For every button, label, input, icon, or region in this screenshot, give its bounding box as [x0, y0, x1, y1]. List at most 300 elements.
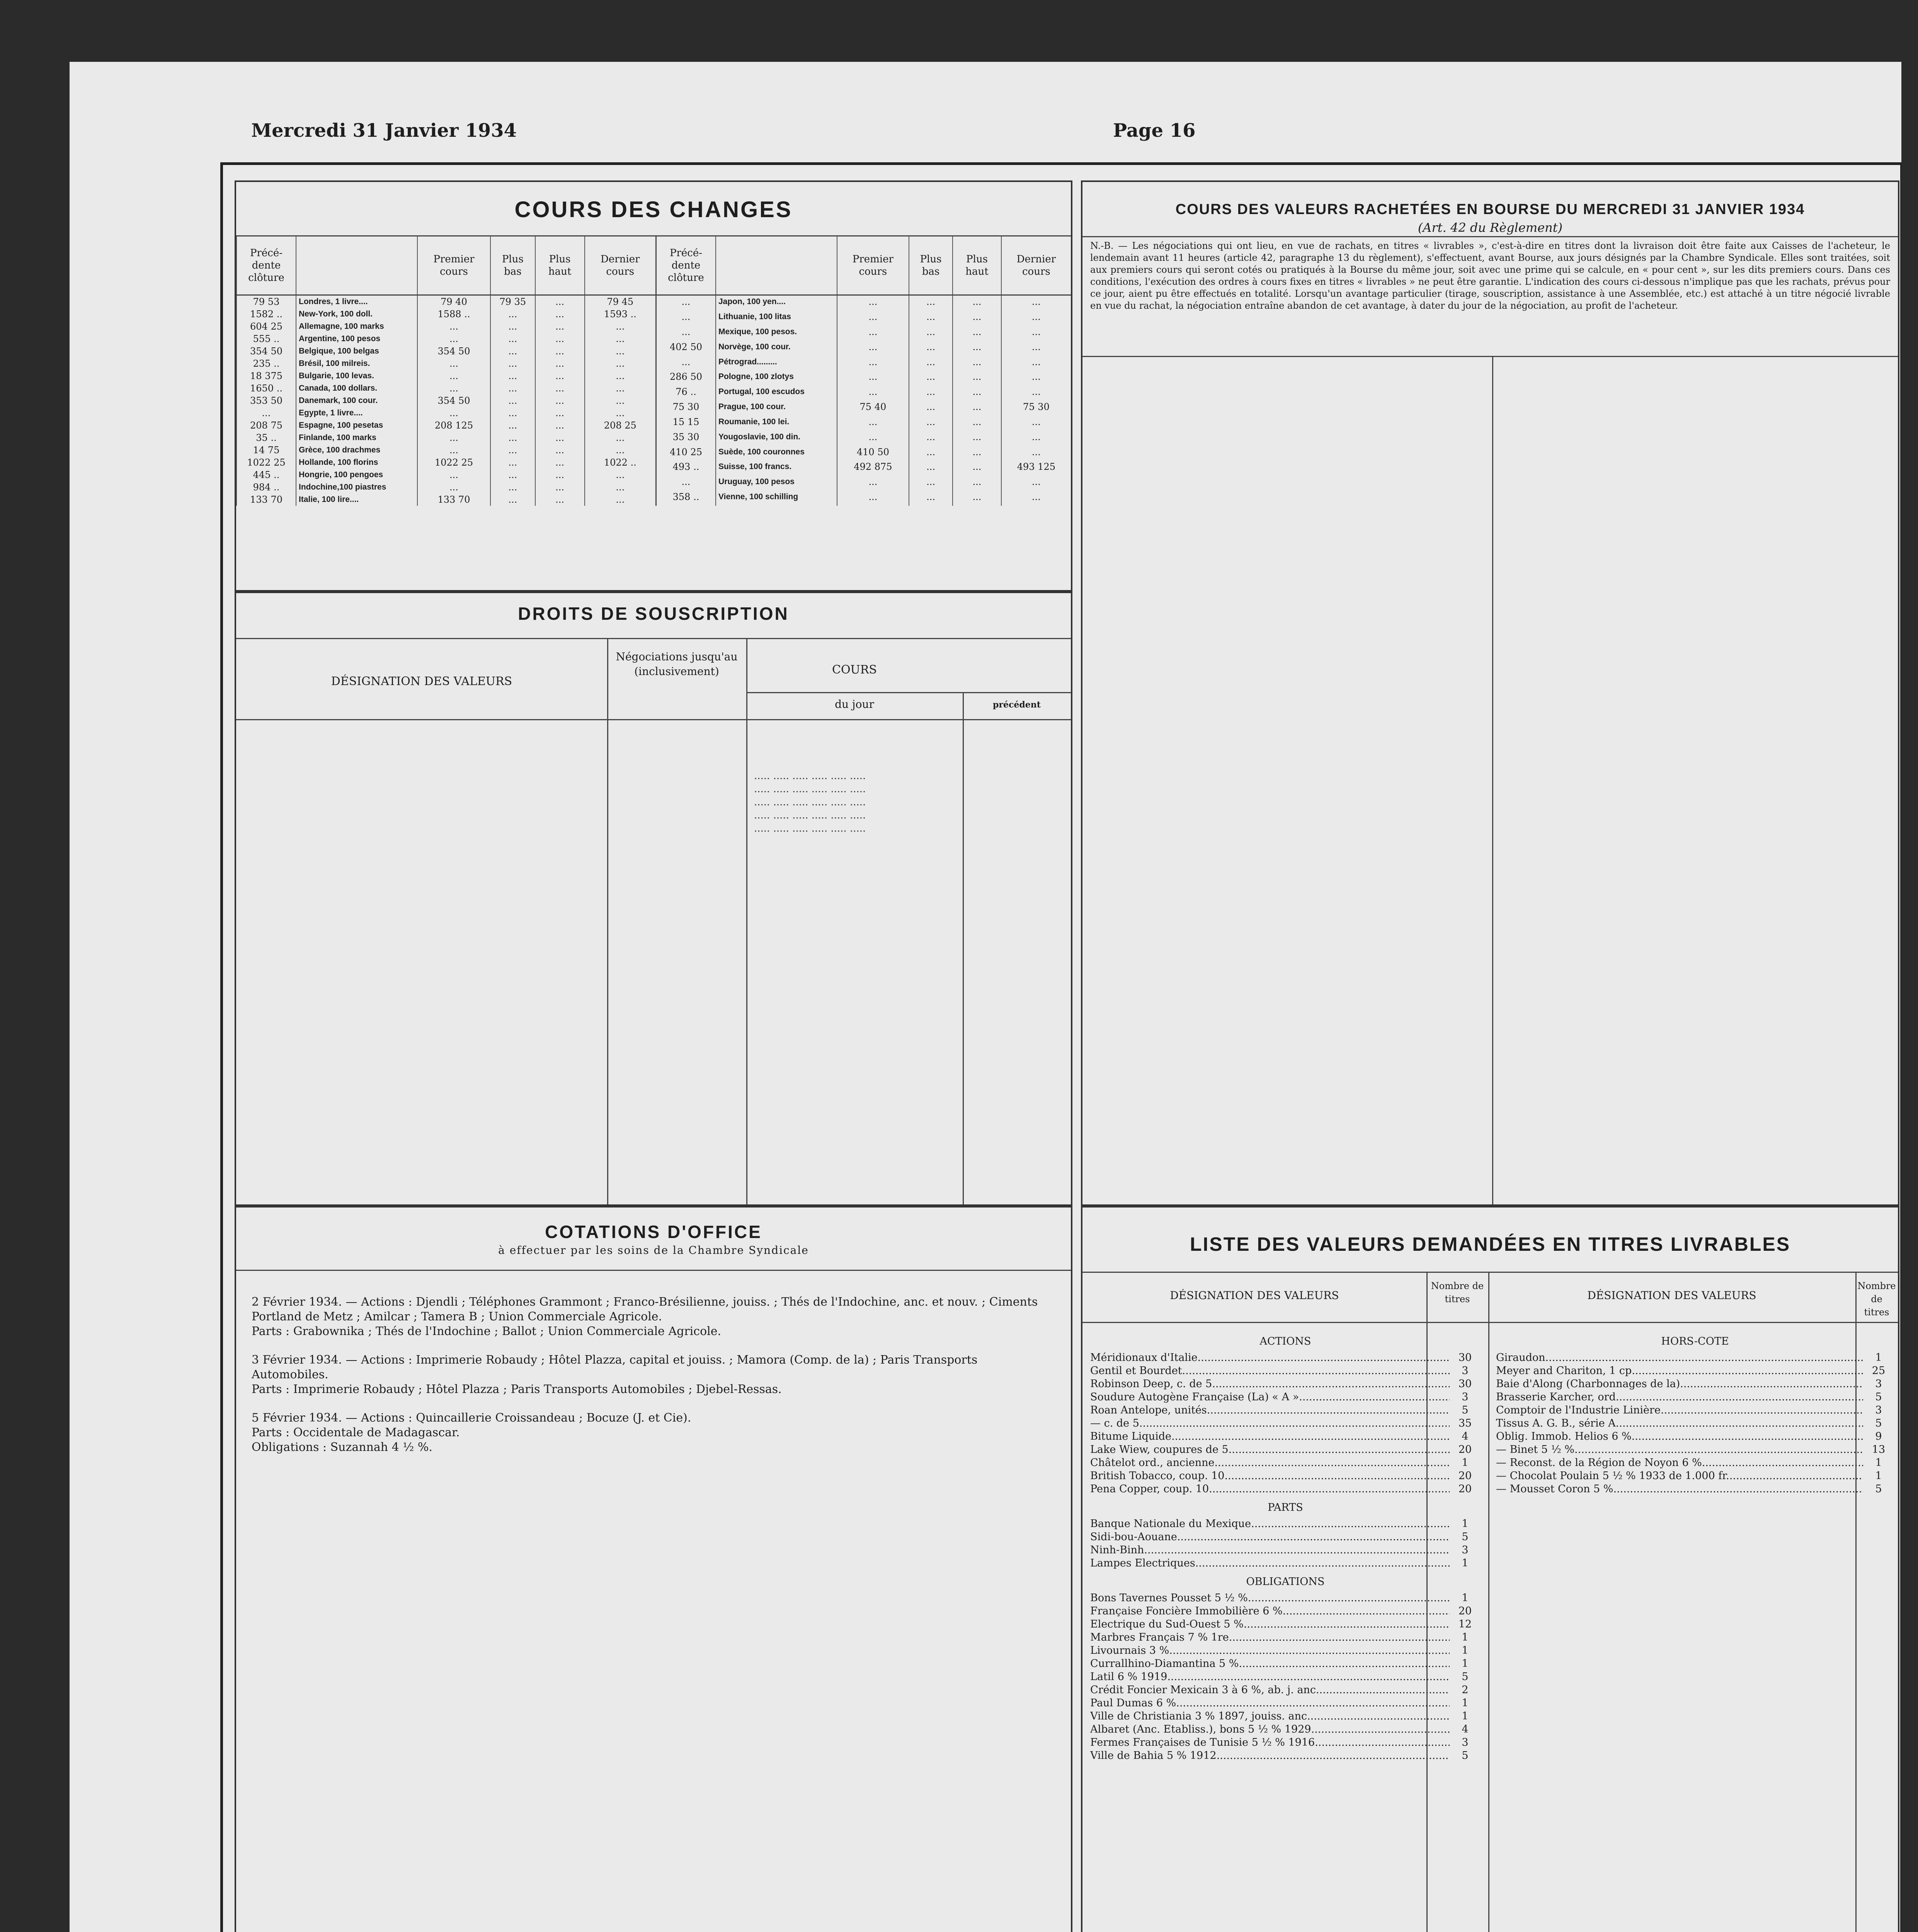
table-row: [237, 444, 655, 456]
cell-currency: Hongrie, 100 pengoes: [296, 469, 417, 481]
item-count: 3: [1875, 1378, 1882, 1390]
item-count: 1: [1462, 1645, 1469, 1656]
list-item: [1090, 1736, 1481, 1749]
list-item: [1496, 1391, 1894, 1404]
cell-high: ...: [953, 326, 1001, 341]
item-count: 9: [1875, 1430, 1882, 1442]
cell-previous-close: ...: [656, 311, 716, 326]
cotation-paragraph: 5 Février 1934. — Actions : Quincaillerie Croissandeau ; Bocuze (J. et Cie).: [252, 1411, 691, 1425]
cell-low: ...: [490, 382, 535, 395]
cell-low: ...: [490, 481, 535, 493]
cell-first: ...: [837, 311, 909, 326]
item-label: Bons Tavernes Pousset 5 ½ %: [1090, 1592, 1248, 1604]
col-low: Plus bas: [909, 236, 953, 295]
list-item: [1090, 1749, 1481, 1762]
leader-dots: [1209, 1483, 1450, 1495]
cell-high: ...: [535, 395, 585, 407]
liste-col-nombre-right: Nombre de titres: [1857, 1281, 1896, 1318]
item-name: [1090, 1443, 1450, 1456]
item-count: 3: [1462, 1365, 1469, 1377]
item-name: [1496, 1364, 1863, 1378]
cell-low: ...: [909, 446, 953, 461]
table-row: [237, 320, 655, 333]
table-row: [656, 356, 1071, 371]
cell-previous-close: 445 ..: [237, 469, 296, 481]
cell-first: 354 50: [417, 345, 490, 357]
item-name: [1090, 1364, 1450, 1378]
table-row: [656, 311, 1071, 326]
list-item: [1496, 1469, 1894, 1483]
cell-first: ...: [837, 326, 909, 341]
liste-col-nombre-left: Nombre de titres: [1431, 1281, 1484, 1304]
liste-right-column: [1496, 1330, 1894, 1496]
cell-last: 1593 ..: [585, 308, 655, 320]
item-label: — c. de 5: [1090, 1417, 1139, 1429]
table-row: [656, 446, 1071, 461]
leader-dots: [1229, 1444, 1450, 1456]
cell-currency: Belgique, 100 belgas: [296, 345, 417, 357]
rachetees-note: N.-B. — Les négociations qui ont lieu, en vue de rachats, en titres « livrables », c'est-à-dire en titres dont la livraison doit être faite aux Caisses de l'acheteur, le lendemain avant 11 heures (article 42, paragraphe 13 du règlement), s'effectuent, avant Bourse, aux jours désignés par la Chambre Syndicale. Elles sont traitées, soit aux premiers cours qui seront cotés ou pratiqués à la Bourse du même jour, soit avec une prime qui se calcule, en « pour cent », sur les dits premiers cours. Dans ces conditions, l'exécution des ordres à cours fixes en titres « livrables » ne peut être garantie. L'indication des cours ci-dessous n'implique pas que les rachats, prévus pour ce jour, aient pu être effectués en totalité. Lorsqu'un avantage particulier (tirage, souscription, assistance à une Assemblée, etc.) est attaché à un titre négocié livrable en vue du rachat, la négociation entraîne abandon de cet avantage, à dater du jour de la négociation, au profit de l'acheteur.: [1090, 240, 1890, 311]
cotations-title: COTATIONS D'OFFICE: [545, 1222, 762, 1242]
cell-currency: Indochine,100 piastres: [296, 481, 417, 493]
list-item: [1090, 1351, 1481, 1364]
cell-last: ...: [585, 395, 655, 407]
item-label: Sidi-bou-Aouane: [1090, 1531, 1177, 1543]
cell-high: ...: [535, 320, 585, 333]
cell-previous-close: ...: [656, 295, 716, 311]
cotation-paragraph: Obligations : Suzannah 4 ½ %.: [252, 1440, 432, 1454]
cell-currency: Japon, 100 yen....: [716, 295, 837, 311]
leader-dots: [1299, 1391, 1450, 1403]
cell-high: ...: [535, 370, 585, 382]
section-label: ACTIONS: [1259, 1335, 1311, 1347]
list-item: [1090, 1430, 1481, 1443]
item-label: Brasserie Karcher, ord.: [1496, 1391, 1619, 1403]
item-label: Lampes Electriques: [1090, 1557, 1195, 1569]
leader-dots: [1229, 1631, 1450, 1643]
cell-last: ...: [1001, 476, 1071, 491]
item-label: Baie d'Along (Charbonnages de la): [1496, 1378, 1680, 1390]
cell-currency: New-York, 100 doll.: [296, 308, 417, 320]
item-name: [1090, 1430, 1450, 1443]
table-row: [237, 493, 655, 506]
cell-last: ...: [1001, 341, 1071, 356]
cell-low: ...: [490, 333, 535, 345]
item-count: 20: [1458, 1470, 1472, 1482]
item-name: [1090, 1670, 1450, 1684]
item-count: 20: [1458, 1605, 1472, 1617]
item-count: 5: [1462, 1531, 1469, 1543]
cell-first: ...: [417, 432, 490, 444]
item-label: Châtelot ord., ancienne: [1090, 1457, 1215, 1469]
leader-dots: [1283, 1605, 1450, 1617]
item-name: [1090, 1605, 1450, 1618]
item-label: Paul Dumas 6 %: [1090, 1697, 1176, 1709]
cell-high: ...: [953, 476, 1001, 491]
col-previous-close: Précé-dente clôture: [656, 236, 716, 295]
cell-currency: Uruguay, 100 pesos: [716, 476, 837, 491]
table-row: [237, 308, 655, 320]
col-first: Premier cours: [417, 236, 490, 295]
section-label: PARTS: [1268, 1502, 1303, 1514]
cell-first: ...: [417, 357, 490, 370]
cell-last: ...: [1001, 491, 1071, 506]
cell-currency: Prague, 100 cour.: [716, 401, 837, 416]
cell-currency: Argentine, 100 pesos: [296, 333, 417, 345]
table-row: [656, 341, 1071, 356]
table-row: [237, 407, 655, 419]
item-name: [1496, 1378, 1863, 1391]
item-label: Marbres Français 7 % 1re: [1090, 1631, 1229, 1643]
item-count: 1: [1875, 1470, 1882, 1482]
droits-section: [235, 590, 1072, 1208]
cell-first: ...: [837, 295, 909, 311]
item-count: 1: [1462, 1631, 1469, 1643]
leader-dots: [1248, 1592, 1450, 1604]
cell-previous-close: ...: [656, 326, 716, 341]
leader-dots: [1224, 1470, 1450, 1482]
cell-currency: Londres, 1 livre....: [296, 295, 417, 308]
cell-high: ...: [535, 345, 585, 357]
cell-low: ...: [909, 356, 953, 371]
item-label: Crédit Foncier Mexicain 3 à 6 %, ab. j. anc.: [1090, 1684, 1319, 1696]
item-label: Livournais 3 %: [1090, 1645, 1169, 1656]
list-item: [1090, 1531, 1481, 1544]
cell-low: 79 35: [490, 295, 535, 308]
cell-low: ...: [490, 469, 535, 481]
item-label: — Reconst. de la Région de Noyon 6 %: [1496, 1457, 1702, 1469]
item-label: Ville de Bahia 5 % 1912: [1090, 1750, 1217, 1762]
cell-low: ...: [490, 320, 535, 333]
list-item: [1496, 1417, 1894, 1430]
cell-currency: Grèce, 100 drachmes: [296, 444, 417, 456]
leader-dots: [1619, 1391, 1863, 1403]
cell-previous-close: 493 ..: [656, 461, 716, 476]
leader-dots: [1169, 1645, 1450, 1656]
cell-last: 493 125: [1001, 461, 1071, 476]
cell-previous-close: 18 375: [237, 370, 296, 382]
item-name: [1496, 1483, 1863, 1496]
cell-last: ...: [585, 370, 655, 382]
leader-dots: [1217, 1750, 1450, 1762]
item-label: Soudure Autogène Française (La) « A »: [1090, 1391, 1299, 1403]
cell-previous-close: 235 ..: [237, 357, 296, 370]
cell-previous-close: 79 53: [237, 295, 296, 308]
rachetees-subtitle: (Art. 42 du Règlement): [1418, 220, 1563, 235]
cotations-body: [252, 1295, 1055, 1455]
list-item: [1496, 1404, 1894, 1417]
cell-first: 1022 25: [417, 456, 490, 469]
list-item: [1090, 1710, 1481, 1723]
cell-first: 75 40: [837, 401, 909, 416]
list-item: [1090, 1517, 1481, 1531]
cotation-paragraph: Parts : Occidentale de Madagascar.: [252, 1426, 460, 1439]
cell-high: ...: [953, 401, 1001, 416]
cell-last: ...: [1001, 371, 1071, 386]
item-count: 1: [1462, 1592, 1469, 1604]
cell-previous-close: ...: [656, 476, 716, 491]
cell-first: 492 875: [837, 461, 909, 476]
cell-last: ...: [1001, 446, 1071, 461]
item-count: 4: [1462, 1430, 1469, 1442]
list-item: [1090, 1697, 1481, 1710]
table-row: [237, 469, 655, 481]
table-row: [656, 295, 1071, 311]
cell-previous-close: 604 25: [237, 320, 296, 333]
leader-dots: [1177, 1531, 1450, 1543]
cell-previous-close: 15 15: [656, 416, 716, 431]
cell-first: ...: [417, 444, 490, 456]
leader-dots: [1139, 1417, 1450, 1429]
cell-high: ...: [953, 446, 1001, 461]
item-name: [1090, 1456, 1450, 1469]
cell-currency: Finlande, 100 marks: [296, 432, 417, 444]
cell-currency: Allemagne, 100 marks: [296, 320, 417, 333]
cell-previous-close: 354 50: [237, 345, 296, 357]
item-count: 3: [1462, 1544, 1469, 1556]
leader-dots: [1545, 1352, 1863, 1364]
leader-dots: [1167, 1671, 1450, 1683]
list-item: [1090, 1605, 1481, 1618]
table-row: [237, 333, 655, 345]
item-label: Ville de Christiania 3 % 1897, jouiss. anc.: [1090, 1710, 1310, 1722]
cell-low: ...: [490, 419, 535, 432]
page-number: Page 16: [1113, 120, 1196, 141]
leader-dots: [1729, 1470, 1863, 1482]
leader-dots: [1212, 1378, 1450, 1390]
cell-low: ...: [490, 444, 535, 456]
col-high: Plus haut: [535, 236, 585, 295]
list-item: [1090, 1592, 1481, 1605]
page-frame: [220, 162, 1901, 1932]
item-name: [1090, 1697, 1450, 1710]
cotations-section: [235, 1204, 1072, 1932]
item-name: [1090, 1404, 1450, 1417]
cell-last: ...: [585, 407, 655, 419]
leader-dots: [1613, 1483, 1863, 1495]
item-label: Fermes Françaises de Tunisie 5 ½ % 1916: [1090, 1736, 1315, 1748]
cell-currency: Lithuanie, 100 litas: [716, 311, 837, 326]
cell-last: ...: [1001, 431, 1071, 446]
cell-first: ...: [417, 320, 490, 333]
leader-dots: [1251, 1518, 1450, 1530]
col-last: Dernier cours: [585, 236, 655, 295]
cell-currency: Bulgarie, 100 levas.: [296, 370, 417, 382]
cell-previous-close: 358 ..: [656, 491, 716, 506]
list-item: [1090, 1723, 1481, 1736]
table-row: [656, 431, 1071, 446]
leader-dots: [1616, 1417, 1863, 1429]
cell-previous-close: 984 ..: [237, 481, 296, 493]
cell-last: ...: [1001, 416, 1071, 431]
cell-high: ...: [953, 356, 1001, 371]
liste-left-column: [1090, 1330, 1481, 1762]
cell-high: ...: [535, 407, 585, 419]
cell-high: ...: [953, 371, 1001, 386]
table-row: [237, 295, 655, 308]
cell-low: ...: [490, 407, 535, 419]
changes-table-left: [236, 236, 655, 506]
cell-last: ...: [585, 345, 655, 357]
leader-dots: [1171, 1430, 1450, 1442]
cell-low: ...: [909, 401, 953, 416]
list-item: [1496, 1430, 1894, 1443]
cotation-paragraph: 2 Février 1934. — Actions : Djendli ; Téléphones Grammont ; Franco-Brésilienne, jouiss. ; Thés de l'Indochine, anc. et nouv. ; Ciments Portland de Metz ; Amilcar ; Tamera B ; Union Commerciale Agricole.: [252, 1295, 1038, 1323]
cell-previous-close: ...: [237, 407, 296, 419]
item-count: 4: [1462, 1723, 1469, 1735]
item-count: 12: [1458, 1618, 1472, 1630]
item-name: [1090, 1749, 1450, 1762]
table-row: [237, 432, 655, 444]
list-item: [1496, 1456, 1894, 1469]
cell-low: ...: [909, 371, 953, 386]
cell-low: ...: [909, 431, 953, 446]
item-label: Giraudon: [1496, 1352, 1545, 1364]
cell-currency: Mexique, 100 pesos.: [716, 326, 837, 341]
item-label: Robinson Deep, c. de 5: [1090, 1378, 1212, 1390]
leader-dots: [1661, 1404, 1863, 1416]
cell-last: ...: [1001, 295, 1071, 311]
table-row: [237, 382, 655, 395]
cell-low: ...: [490, 308, 535, 320]
leader-dots: [1214, 1457, 1450, 1469]
leader-dots: [1680, 1378, 1863, 1390]
liste-section: [1081, 1204, 1899, 1932]
cell-low: ...: [909, 461, 953, 476]
cell-low: ...: [909, 341, 953, 356]
cell-previous-close: 353 50: [237, 395, 296, 407]
cell-high: ...: [535, 295, 585, 308]
cell-currency: Pologne, 100 zlotys: [716, 371, 837, 386]
cell-first: 79 40: [417, 295, 490, 308]
item-count: 3: [1875, 1404, 1882, 1416]
cell-previous-close: 35 ..: [237, 432, 296, 444]
item-label: Méridionaux d'Italie: [1090, 1352, 1198, 1364]
cell-previous-close: 75 30: [656, 401, 716, 416]
item-name: [1496, 1430, 1863, 1443]
cell-low: ...: [909, 416, 953, 431]
item-name: [1090, 1417, 1450, 1430]
cell-first: ...: [837, 491, 909, 506]
cell-first: ...: [837, 431, 909, 446]
list-item: [1090, 1618, 1481, 1631]
leader-dots: [1182, 1365, 1450, 1377]
changes-section: [235, 180, 1072, 593]
rachetees-title: COURS DES VALEURS RACHETÉES EN BOURSE DU MERCREDI 31 JANVIER 1934: [1175, 201, 1805, 218]
issue-date: Mercredi 31 Janvier 1934: [251, 120, 517, 141]
cell-currency: Suède, 100 couronnes: [716, 446, 837, 461]
item-name: [1090, 1592, 1450, 1605]
table-row: [656, 476, 1071, 491]
item-count: 13: [1872, 1444, 1886, 1456]
cell-low: ...: [909, 476, 953, 491]
item-label: Française Foncière Immobilière 6 %: [1090, 1605, 1283, 1617]
leader-dots: [1632, 1430, 1863, 1442]
item-name: [1496, 1456, 1863, 1469]
cell-high: ...: [535, 493, 585, 506]
cell-currency: Yougoslavie, 100 din.: [716, 431, 837, 446]
rachetees-section: [1081, 180, 1899, 1208]
cell-previous-close: 133 70: [237, 493, 296, 506]
item-name: [1496, 1417, 1863, 1430]
cell-high: ...: [535, 444, 585, 456]
cell-high: ...: [953, 386, 1001, 401]
cell-first: 208 125: [417, 419, 490, 432]
cell-currency: Roumanie, 100 lei.: [716, 416, 837, 431]
item-name: [1090, 1469, 1450, 1483]
liste-col-designation-right: DÉSIGNATION DES VALEURS: [1587, 1289, 1756, 1302]
item-label: Latil 6 % 1919: [1090, 1671, 1167, 1683]
table-row: [656, 401, 1071, 416]
cell-currency: Brésil, 100 milreis.: [296, 357, 417, 370]
item-count: 5: [1462, 1750, 1469, 1762]
cell-last: ...: [585, 481, 655, 493]
item-label: — Mousset Coron 5 %: [1496, 1483, 1613, 1495]
cell-first: ...: [417, 333, 490, 345]
cell-previous-close: 76 ..: [656, 386, 716, 401]
cell-high: ...: [953, 416, 1001, 431]
cell-last: ...: [1001, 311, 1071, 326]
item-name: [1090, 1544, 1450, 1557]
list-item: [1496, 1378, 1894, 1391]
droits-col-designation: DÉSIGNATION DES VALEURS: [331, 675, 512, 688]
droits-col-precedent: précédent: [993, 700, 1041, 710]
cell-previous-close: 1582 ..: [237, 308, 296, 320]
cell-previous-close: 14 75: [237, 444, 296, 456]
item-name: [1090, 1483, 1450, 1496]
table-row: [656, 461, 1071, 476]
item-name: [1090, 1517, 1450, 1531]
cell-high: ...: [535, 333, 585, 345]
leader-dots: [1244, 1618, 1450, 1630]
table-row: [237, 395, 655, 407]
item-count: 3: [1462, 1391, 1469, 1403]
item-label: — Chocolat Poulain 5 ½ % 1933 de 1.000 fr.: [1496, 1470, 1729, 1482]
col-low: Plus bas: [490, 236, 535, 295]
item-count: 35: [1458, 1417, 1472, 1429]
cell-high: ...: [535, 419, 585, 432]
item-name: [1090, 1657, 1450, 1670]
cell-previous-close: 402 50: [656, 341, 716, 356]
item-label: Tissus A. G. B., série A: [1496, 1417, 1616, 1429]
cell-high: ...: [535, 308, 585, 320]
cell-first: ...: [417, 481, 490, 493]
newspaper-page: [70, 62, 1901, 1932]
list-item: [1090, 1631, 1481, 1644]
cell-currency: Canada, 100 dollars.: [296, 382, 417, 395]
item-name: [1496, 1351, 1863, 1364]
table-row: [237, 481, 655, 493]
item-name: [1090, 1391, 1450, 1404]
item-label: — Binet 5 ½ %: [1496, 1444, 1575, 1456]
leader-dots: [1207, 1404, 1450, 1416]
cell-first: ...: [837, 371, 909, 386]
cell-first: ...: [837, 476, 909, 491]
item-count: 1: [1462, 1710, 1469, 1722]
cell-low: ...: [909, 311, 953, 326]
droits-col-jour: du jour: [835, 698, 874, 711]
item-name: [1496, 1391, 1863, 1404]
cell-currency: Espagne, 100 pesetas: [296, 419, 417, 432]
list-item: [1496, 1483, 1894, 1496]
item-count: 5: [1875, 1391, 1882, 1403]
item-count: 1: [1875, 1457, 1882, 1469]
cell-currency: Hollande, 100 florins: [296, 456, 417, 469]
item-count: 1: [1875, 1352, 1882, 1364]
leader-dots: [1195, 1557, 1450, 1569]
list-item: [1090, 1364, 1481, 1378]
leader-dots: [1574, 1444, 1863, 1456]
